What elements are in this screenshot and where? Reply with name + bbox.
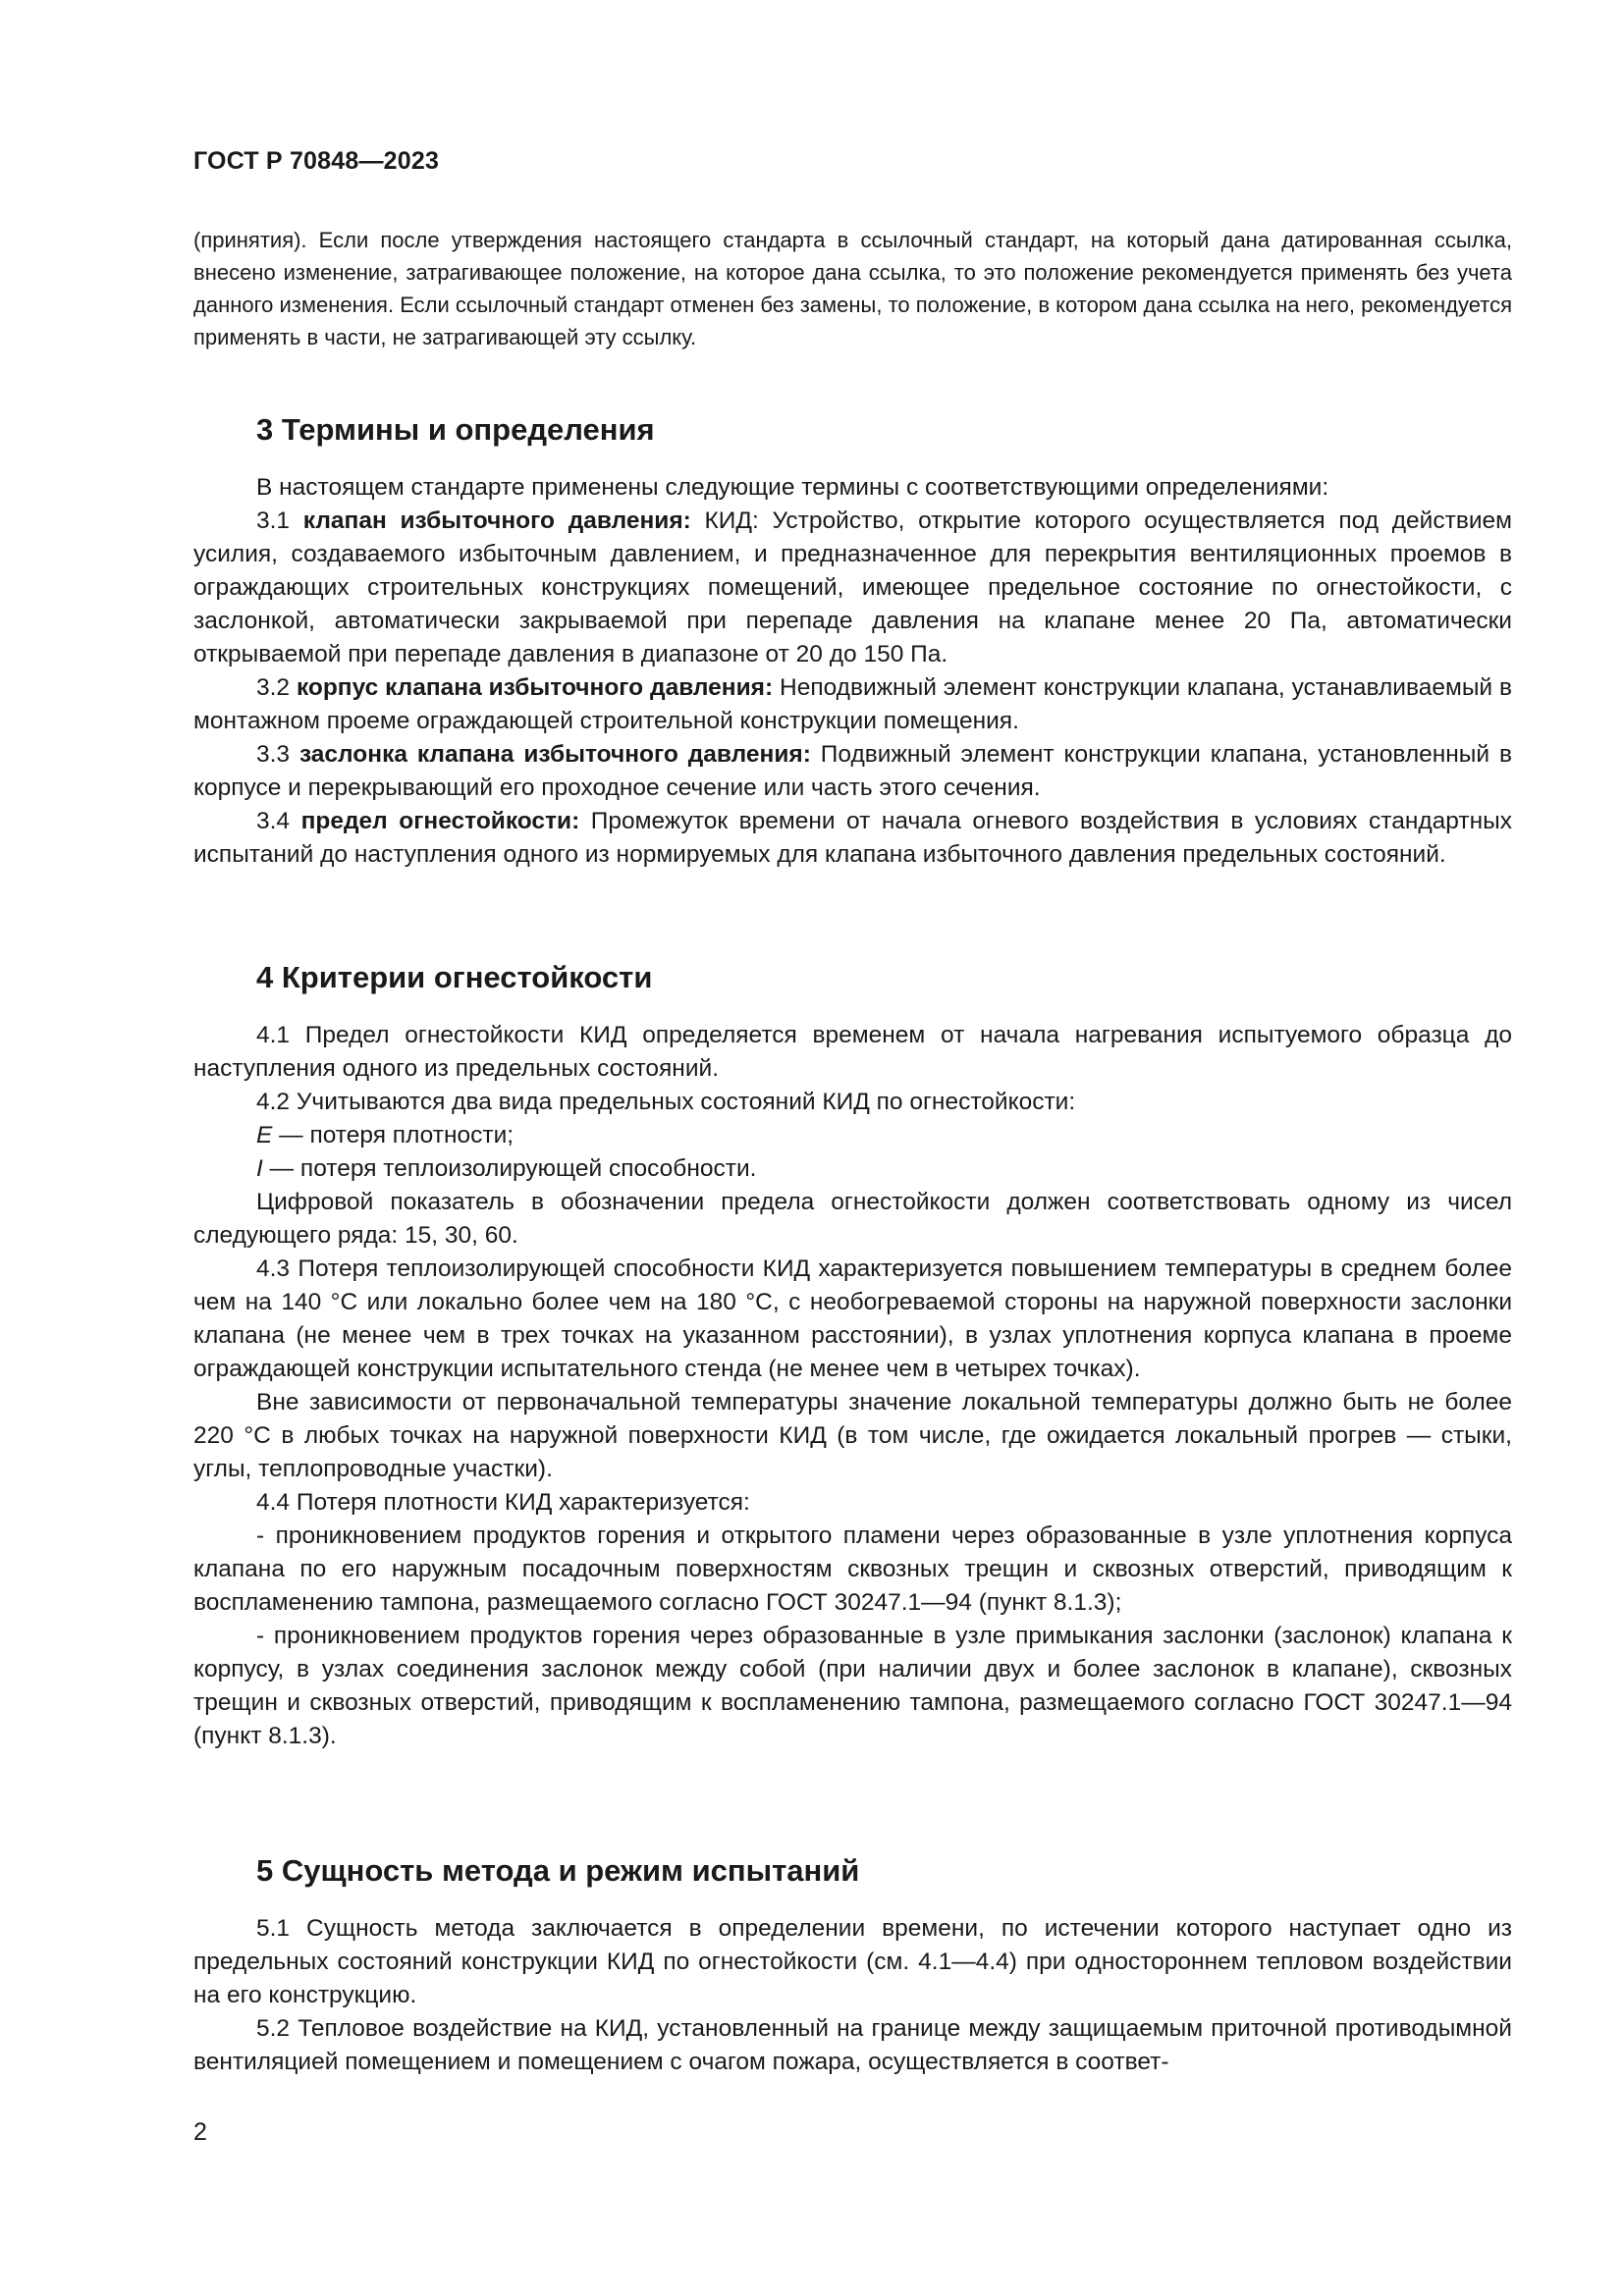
term-3-1: 3.1 клапан избыточного давления: КИД: Устройство, открытие которого осуществляется под действием усилия, создаваемого избыточным давлением, и предназначенное для перекрытия вентиляционных проемов в ограждающих строительных конструкциях помещений, имеющее предельное состояние по огнестойкости, с заслонкой, автоматически закрываемой при перепаде давления на клапане менее 20 Па, автоматически открываемой при перепаде давления в диапазоне от 20 до 150 Па. [193,507,1512,667]
clause-4-1: 4.1 Предел огнестойкости КИД определяется временем от начала нагревания испытуемого образца до наступления одного из предельных состояний. [193,1022,1512,1082]
limit-state-e: E — потеря плотности; [256,1122,514,1148]
rating-series: Цифровой показатель в обозначении предела огнестойкости должен соответствовать одному из чисел следующего ряда: 15, 30, 60. [193,1189,1512,1249]
symbol-e: E [256,1122,273,1148]
intro-block [193,224,1512,353]
page-number: 2 [193,2118,207,2146]
term-3-4: 3.4 предел огнестойкости: Промежуток времени от начала огневого воздействия в условиях стандартных испытаний до наступления одного из нормируемых для клапана избыточного давления предельных состояний. [193,808,1513,868]
term-3-2-name: корпус клапана избыточного давления: [296,674,774,701]
running-title: ГОСТ Р 70848—2023 [193,147,440,175]
clause-4-2: 4.2 Учитываются два вида предельных состояний КИД по огнестойкости: [256,1089,1076,1115]
section-3-heading: 3 Термины и определения [256,412,655,447]
section-5 [193,1851,1512,2079]
term-3-3-name: заслонка клапана избыточного давления: [298,741,811,768]
term-3-4-name: предел огнестойкости: [300,808,580,834]
section-3-lead: В настоящем стандарте применены следующие термины с соответствующими определениями: [256,474,1329,501]
clause-4-4-item-2: - проникновением продуктов горения через образованные в узле примыкания заслонки (заслонок) клапана к корпусу, в узлах соединения заслонок между собой (при наличии двух и более заслонок в клапане), сквозных трещин и сквозных отверстий, приводящим к воспламенению тампона, размещаемого согласно ГОСТ 30247.1—94 (пункт 8.1.3). [193,1623,1512,1749]
section-4 [193,958,1512,1753]
clause-5-1: 5.1 Сущность метода заключается в определении времени, по истечении которого наступает одно из предельных состояний конструкции КИД по огнестойкости (см. 4.1—4.4) при одностороннем тепловом воздействии на его конструкцию. [193,1915,1512,2008]
section-3 [193,410,1512,872]
clause-4-3: 4.3 Потеря теплоизолирующей способности КИД характеризуется повышением температуры в среднем более чем на 140 °С или локально более чем на 180 °С, с необогреваемой стороны на наружной поверхности заслонки клапана (не менее чем в трех точках на указанном расстоянии), в узлах уплотнения корпуса клапана в проеме ограждающей конструкции испытательного стенда (не менее чем в четырех точках). [193,1255,1512,1382]
intro-paragraph: (принятия). Если после утверждения настоящего стандарта в ссылочный стандарт, на который дана датированная ссылка, внесено изменение, затрагивающее положение, на которое дана ссылка, то это положение рекомендуется применять без учета данного изменения. Если ссылочный стандарт отменен без замены, то положение, в котором дана ссылка на него, рекомендуется применять в части, не затрагивающей эту ссылку. [193,228,1513,349]
term-3-3: 3.3 заслонка клапана избыточного давления: Подвижный элемент конструкции клапана, установленный в корпусе и перекрывающий его проходное сечение или часть этого сечения. [193,741,1512,801]
term-3-1-name: клапан избыточного давления: [302,507,691,534]
clause-4-4-item-1: - проникновением продуктов горения и открытого пламени через образованные в узле уплотнения корпуса клапана по его наружным посадочным поверхностям сквозных трещин и сквозных отверстий, приводящим к воспламенению тампона, размещаемого согласно ГОСТ 30247.1—94 (пункт 8.1.3); [193,1522,1512,1616]
limit-state-i: I — потеря теплоизолирующей способности. [256,1155,757,1182]
clause-4-4: 4.4 Потеря плотности КИД характеризуется: [256,1489,750,1516]
local-temperature: Вне зависимости от первоначальной температуры значение локальной температуры должно быть не более 220 °С в любых точках на наружной поверхности КИД (в том числе, где ожидается локальный прогрев — стыки, углы, теплопроводные участки). [193,1389,1512,1482]
term-3-2: 3.2 корпус клапана избыточного давления: Неподвижный элемент конструкции клапана, устанавливаемый в монтажном проеме ограждающей строительной конструкции помещения. [193,674,1512,734]
section-5-heading: 5 Сущность метода и режим испытаний [256,1853,860,1888]
section-4-heading: 4 Критерии огнестойкости [256,960,653,994]
symbol-i: I [256,1155,263,1182]
clause-5-2: 5.2 Тепловое воздействие на КИД, установленный на границе между защищаемым приточной противодымной вентиляцией помещением и помещением с очагом пожара, осуществляется в соответ- [193,2015,1512,2075]
